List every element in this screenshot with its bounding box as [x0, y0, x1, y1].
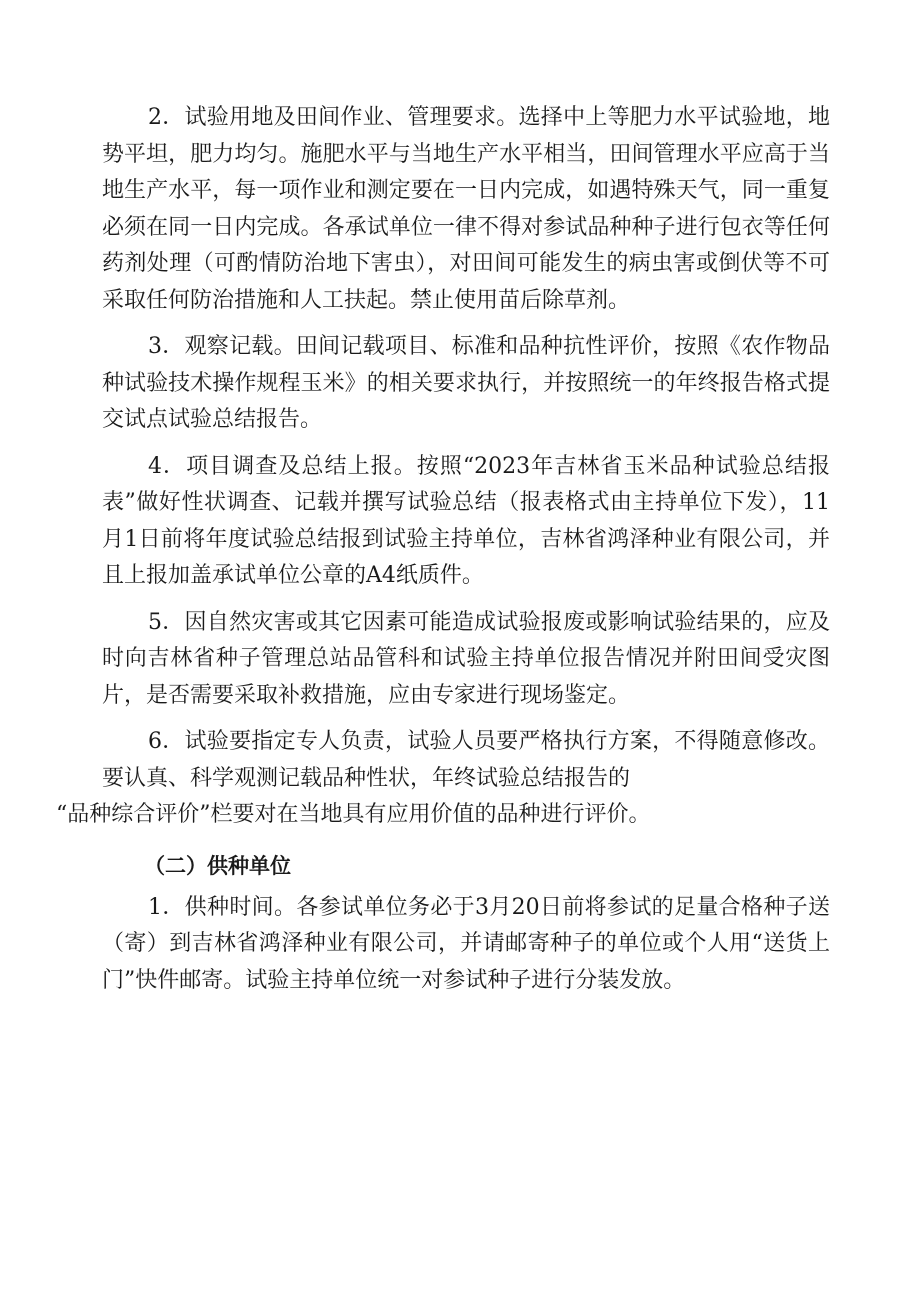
paragraph-seed-supply-time: 1．供种时间。各参试单位务必于3月20日前将参试的足量合格种子送（寄）到吉林省鸿泽种业有限公司，并请邮寄种子的单位或个人用“送货上门”快件邮寄。试验主持单位统一对参试种子进行分装发放。	[102, 894, 830, 993]
section-heading-seed-supplier: （二）供种单位	[144, 853, 291, 878]
paragraph-staff-responsibility-line-a: 6．试验要指定专人负责，试验人员要严格执行方案，不得随意修改。要认真、科学观测记载品种性状，年终试验总结报告的	[102, 729, 830, 791]
paragraph-survey-reporting: 4．项目调查及总结上报。按照“2023年吉林省玉米品种试验总结报表”做好性状调查、记载并撰写试验总结（报表格式由主持单位下发），11月1日前将年度试验总结报到试验主持单位，吉林省鸿泽种业有限公司，并且上报加盖承试单位公章的A4纸质件。	[102, 453, 831, 588]
paragraph-staff-responsibility	[56, 724, 830, 834]
paragraph-observation-records: 3．观察记载。田间记载项目、标准和品种抗性评价，按照《农作物品种试验技术操作规程玉米》的相关要求执行，并按照统一的年终报告格式提交试点试验总结报告。	[102, 334, 830, 432]
paragraph-staff-responsibility-line-b: “品种综合评价”栏要对在当地具有应用价值的品种进行评价。	[56, 802, 651, 827]
paragraph-disaster-handling: 5．因自然灾害或其它因素可能造成试验报废或影响试验结果的，应及时向吉林省种子管理总站品管科和试验主持单位报告情况并附田间受灾图片，是否需要采取补救措施，应由专家进行现场鉴定。	[102, 609, 830, 708]
paragraph-field-requirements: 2．试验用地及田间作业、管理要求。选择中上等肥力水平试验地，地势平坦，肥力均匀。施肥水平与当地生产水平相当，田间管理水平应高于当地生产水平，每一项作业和测定要在一日内完成，如遇特殊天气，同一重复必须在同一日内完成。各承试单位一律不得对参试品种种子进行包衣等任何药剂处理（可酌情防治地下害虫），对田间可能发生的病虫害或倒伏等不可采取任何防治措施和人工扶起。禁止使用苗后除草剂。	[102, 105, 830, 313]
document-body	[56, 100, 831, 999]
